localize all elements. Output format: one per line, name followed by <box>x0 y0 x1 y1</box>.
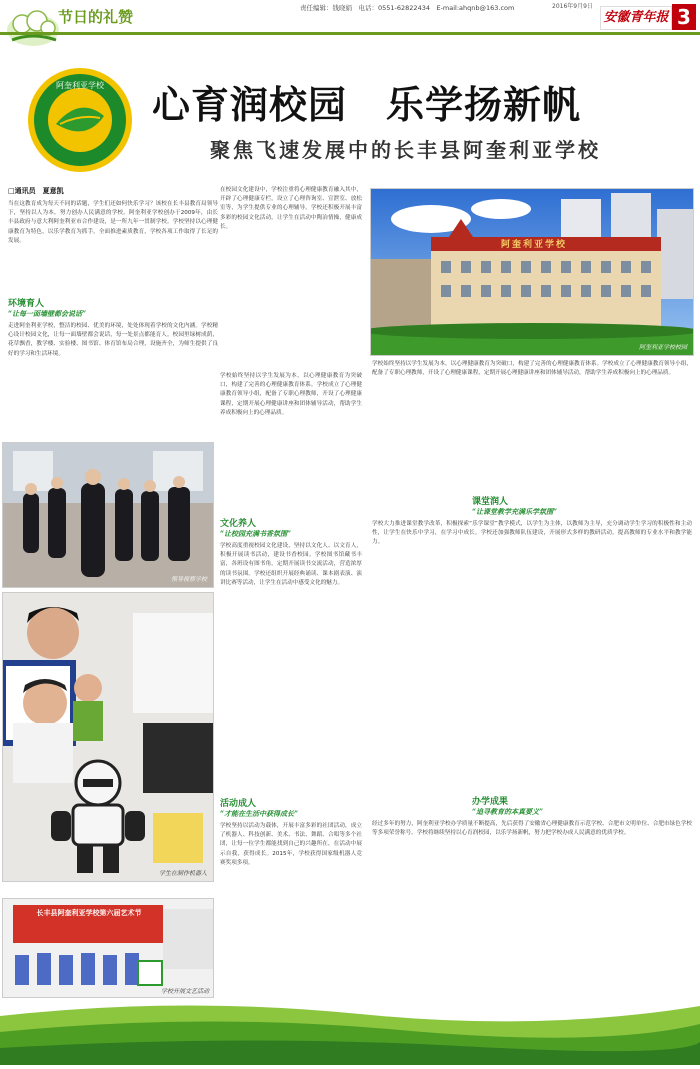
section-subheading-3: “才能在生活中获得成长” <box>220 809 299 818</box>
col1-body: 走进阿奎利亚学校，整洁的校园、优美的环境，处处体现着学校的文化内涵。学校精心设计校园文化，让每一面墙壁都会说话，每一处景点都能育人。校园里绿树成荫，花草飘香，教学楼、实验楼、图书馆、体育馆布局合理，设施齐全，为师生提供了良好的学习和生活环境。 <box>8 323 218 357</box>
column-1 <box>8 186 218 402</box>
headline-title: 心育润校园 乐学扬新帆 <box>152 83 582 127</box>
caption-event: 学校开展文艺活动 <box>160 988 209 995</box>
column-3 <box>372 360 692 970</box>
section-heading-3: 活动成人 <box>220 799 257 809</box>
col2-body: 在校园文化建设中，学校注重将心理健康教育融入其中，开辟了心理健康专栏，设立了心理咨询室、宣泄室、放松室等，为学生提供专业的心理辅导。学校还积极开展丰富多彩的校园文化活动，让学生在活动中陶冶情操，健康成长。 <box>220 187 362 230</box>
photo-school-event <box>2 898 214 998</box>
photo-leaders-visit <box>2 442 214 588</box>
event-banner-text: 长丰县阿奎利亚学校第六届艺术节 <box>36 909 142 917</box>
bottom-decoration <box>0 996 700 1065</box>
byline: □通讯员 夏意凯 <box>8 187 64 195</box>
column-2 <box>220 186 362 366</box>
page-number: 3 <box>672 4 696 30</box>
section-subheading-5: “追寻教育的本真要义” <box>472 807 544 816</box>
col3-body3: 经过多年的努力，阿奎利亚学校办学质量不断提高，先后获得了安徽省心理健康教育示范学校、合肥市文明单位、合肥市绿色学校等多项荣誉称号。学校将继续坚持以心育润校园，以乐学扬新帆，努力把学校办成人民满意的优质学校。 <box>372 821 692 837</box>
section-logo <box>4 4 62 50</box>
photo-school-building <box>370 188 694 356</box>
column-2-lower <box>220 372 362 952</box>
issue-date: 2016年9月9日 <box>552 3 593 10</box>
school-emblem <box>26 66 134 174</box>
section-heading-5: 办学成果 <box>472 797 509 807</box>
col1-intro: 当在这教育成为每天不同的话题，学生们还如何快乐学习？该校在长丰县教育局领导下，坚持以人为本，努力创办人民满意的学校。阿奎利亚学校创办于2009年，由长丰县政府与意大利阿奎利亚市合作建设，是一所九年一贯制学校。学校坚持以心理健康教育为特色，以乐学教育为抓手，全面推进素质教育，学校各项工作取得了长足的发展。 <box>8 201 218 244</box>
editor-info: 责任编辑：钱晓娟 电话：0551-62822434 E-mail:ahqnb@163.com <box>300 4 515 12</box>
section-heading-1: 环境育人 <box>8 299 45 309</box>
section-subheading-4: “让课堂教学充满乐学氛围” <box>472 507 558 516</box>
col3-body: 学校始终坚持以学生发展为本，以心理健康教育为突破口，构建了完善的心理健康教育体系。学校成立了心理健康教育领导小组，配备了专职心理教师，开设了心理健康课程，定期开展心理健康讲座和团体辅导活动，帮助学生养成积极向上的心理品质。 <box>372 361 692 377</box>
headline-subtitle: 聚焦飞速发展中的长丰县阿奎利亚学校 <box>210 138 601 162</box>
col3-body2: 学校大力推进课堂教学改革，积极探索“乐学课堂”教学模式，以学生为主体，以教师为主导，充分调动学生学习的积极性和主动性，让学生在快乐中学习，在学习中成长。学校还加强教师队伍建设，开展形式多样的教研活动，提高教师的专业水平和教学能力。 <box>372 521 692 546</box>
col2-body-cont: 学校始终坚持以学生发展为本，以心理健康教育为突破口，构建了完善的心理健康教育体系。学校成立了心理健康教育领导小组，配备了专职心理教师，开设了心理健康课程，定期开展心理健康讲座和团体辅导活动，帮助学生养成积极向上的心理品质。 <box>220 373 362 416</box>
building-sign: 阿奎利亚学校 <box>501 240 568 250</box>
newspaper-name: 安徽青年报 <box>600 6 672 30</box>
caption-building: 阿奎利亚学校校园 <box>638 344 687 351</box>
section-tag: 节日的礼赞 <box>58 8 134 26</box>
col2-body2: 学校高度重视校园文化建设，坚持以文化人、以文育人，积极开展读书活动，建设书香校园。学校图书馆藏书丰富，各班设有图书角，定期开展读书交流活动，营造浓厚的读书氛围。学校还组织开展经典诵读、课本剧表演、演讲比赛等活动，让学生在活动中感受文化的魅力。 <box>220 543 362 586</box>
svg-text:阿奎利亚学校: 阿奎利亚学校 <box>56 81 104 90</box>
col2-body3: 学校坚持以活动为载体，开展丰富多彩的社团活动，成立了机器人、科技创新、美术、书法、舞蹈、合唱等多个社团，让每一位学生都能找到自己的兴趣所在，在活动中展示自我，获得成长。2015年，学校获得国家级机器人竞赛奖项多项。 <box>220 823 362 866</box>
section-subheading-1: “让每一面墙壁都会说话” <box>8 309 87 318</box>
section-heading-2: 文化养人 <box>220 519 257 529</box>
caption-robot: 学生在制作机器人 <box>158 870 207 877</box>
header-rule <box>0 32 700 35</box>
photo-robot-students <box>2 592 214 882</box>
caption-visit: 领导视察学校 <box>170 576 207 583</box>
section-subheading-2: “让校园充满书香氛围” <box>220 529 292 538</box>
section-heading-4: 课堂润人 <box>472 497 509 507</box>
